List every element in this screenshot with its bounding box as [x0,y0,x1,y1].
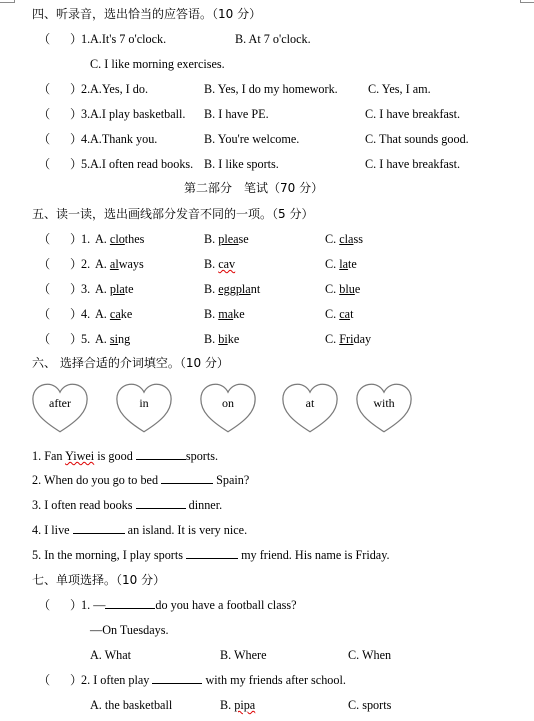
item-number: 5. [81,157,91,171]
option-c: C. I have breakfast. [365,157,461,171]
option-a: A. always [95,257,144,271]
sentence-text: 4. I live [32,523,73,537]
underlined-part: si [109,332,119,346]
option-c: C. Yes, I am. [368,82,431,96]
sentence-text: Spain? [213,473,250,487]
misspelling-flag: Yiwei [65,449,95,463]
preposition-word: with [373,396,395,410]
answer-bracket-close[interactable]: ） [70,32,83,46]
item-number: 1. [81,32,91,46]
item-number: 5. [81,332,91,346]
option-c: C. cat [325,307,354,321]
heart-word-in [114,382,174,434]
frame-corner-top-left-h [0,2,14,3]
answer-bracket-open: （ [38,32,51,46]
option-b: B. You're welcome. [204,132,300,146]
answer-bracket-open: （ [38,282,51,296]
option-c: C. Friday [325,332,372,346]
option-b: B. make [204,307,245,321]
answer-blank[interactable] [136,448,186,460]
option-a: A. plate [95,282,134,296]
underlined-part: ca [109,307,121,321]
heart-word-after [30,382,90,434]
sentence-text: an island. It is very nice. [124,523,248,537]
answer-bracket-open: （ [38,107,51,121]
underlined-part: cla [339,232,354,246]
answer-bracket-close[interactable]: ） [70,82,83,96]
sentence-text: 5. In the morning, I play sports [32,548,187,562]
answer-bracket-open: （ [38,82,51,96]
preposition-word: after [49,396,71,410]
section7-title: 七、单项选择。（10 分） [32,573,166,587]
option-a: A.Thank you. [90,132,158,146]
misspelling-flag: pipa [234,698,256,712]
answer-blank[interactable] [152,672,202,684]
answer-bracket-close[interactable]: ） [70,132,83,146]
option-b: B. At 7 o'clock. [235,32,311,46]
answer-blank[interactable] [186,547,238,559]
answer-blank[interactable] [161,472,213,484]
option-b: B. I have PE. [204,107,269,121]
option-c: C. I have breakfast. [365,107,461,121]
answer-bracket-open: （ [38,157,51,171]
option-c: C. sports [348,698,392,712]
item-number: 2. [81,673,91,687]
option-a: A. the basketball [90,698,173,712]
answer-bracket-close[interactable]: ） [70,307,83,321]
underlined-part: ca [339,307,351,321]
item-number: 4. [81,307,91,321]
section6-title: 六、 选择合适的介词填空。（10 分） [32,356,229,370]
heart-word-with [354,382,414,434]
preposition-word: in [139,396,149,410]
underlined-part: la [339,257,349,271]
question-text: do you have a football class? [155,598,297,612]
item-number: 2. [81,257,91,271]
item-number: 1. [81,598,91,612]
answer-blank[interactable] [73,522,125,534]
answer-bracket-close[interactable]: ） [70,332,83,346]
option-b: B. [220,698,235,712]
dialogue-answer: —On Tuesdays. [90,623,169,637]
section5-title: 五、读一读，选出画线部分发音不同的一项。（5 分） [32,207,314,221]
underlined-part: pla [109,282,125,296]
option-c: C. blue [325,282,361,296]
option-b: B. Where [220,648,267,662]
option-b: B. bike [204,332,240,346]
answer-bracket-open: （ [38,132,51,146]
underlined-part: plea [218,232,239,246]
underlined-part: eggpla [218,282,251,296]
sentence-text: 2. When do you go to bed [32,473,162,487]
underlined-part: ma [218,307,234,321]
underlined-part: cav [218,257,236,271]
answer-bracket-open: （ [38,332,51,346]
option-a: A. clothes [95,232,145,246]
answer-blank[interactable] [105,597,155,609]
option-a: A. What [90,648,132,662]
sentence-text: 3. I often read books [32,498,136,512]
answer-bracket-close[interactable]: ） [70,257,83,271]
option-b: B. I like sports. [204,157,279,171]
option-a: A.I play basketball. [90,107,186,121]
question-text: — [93,598,106,612]
preposition-word: on [222,396,234,410]
option-c: C. When [348,648,392,662]
answer-bracket-close[interactable]: ） [70,598,83,612]
preposition-word: at [305,396,315,410]
frame-corner-top-right-v [520,0,521,3]
answer-bracket-open: （ [38,307,51,321]
answer-bracket-open: （ [38,232,51,246]
answer-bracket-close[interactable]: ） [70,232,83,246]
item-number: 4. [81,132,91,146]
option-a: A. sing [95,332,131,346]
option-b: B. cav [204,257,236,271]
answer-bracket-close[interactable]: ） [70,107,83,121]
answer-blank[interactable] [136,497,186,509]
frame-corner-top-left-v [14,0,15,3]
underlined-part: bi [218,332,228,346]
sentence-text: 1. Fan [32,449,66,463]
sentence-text: sports. [185,449,219,463]
underlined-part: blu [339,282,355,296]
answer-bracket-open: （ [38,257,51,271]
sentence-text: is good [94,449,136,463]
option-a: A.Yes, I do. [90,82,149,96]
option-b: B. please [204,232,249,246]
sentence-text: dinner. [185,498,223,512]
option-a: A.I often read books. [90,157,194,171]
part2-title: 第二部分 笔试（70 分） [184,181,324,195]
item-number: 2. [81,82,91,96]
answer-bracket-close[interactable]: ） [70,282,83,296]
item-number: 3. [81,282,91,296]
heart-word-at [280,382,340,434]
frame-corner-top-right-h [520,2,534,3]
option-b: B. Yes, I do my homework. [204,82,338,96]
item-number: 3. [81,107,91,121]
sentence-text: my friend. His name is Friday. [238,548,390,562]
section4-title: 四、听录音，选出恰当的应答语。（10 分） [32,7,262,21]
option-a: A. cake [95,307,133,321]
item-number: 1. [81,232,91,246]
underlined-part: Fri [339,332,354,346]
option-b: B. eggplant [204,282,261,296]
heart-word-on [198,382,258,434]
question-text: I often play [93,673,153,687]
option-c: C. class [325,232,363,246]
underlined-part: al [109,257,119,271]
question-text: with my friends after school. [202,673,346,687]
underlined-part: clo [109,232,125,246]
answer-bracket-close[interactable]: ） [70,157,83,171]
option-c: C. That sounds good. [365,132,469,146]
option-c: C. I like morning exercises. [90,57,225,71]
option-a: A.It's 7 o'clock. [90,32,167,46]
answer-bracket-close[interactable]: ） [70,673,83,687]
option-c: C. late [325,257,357,271]
